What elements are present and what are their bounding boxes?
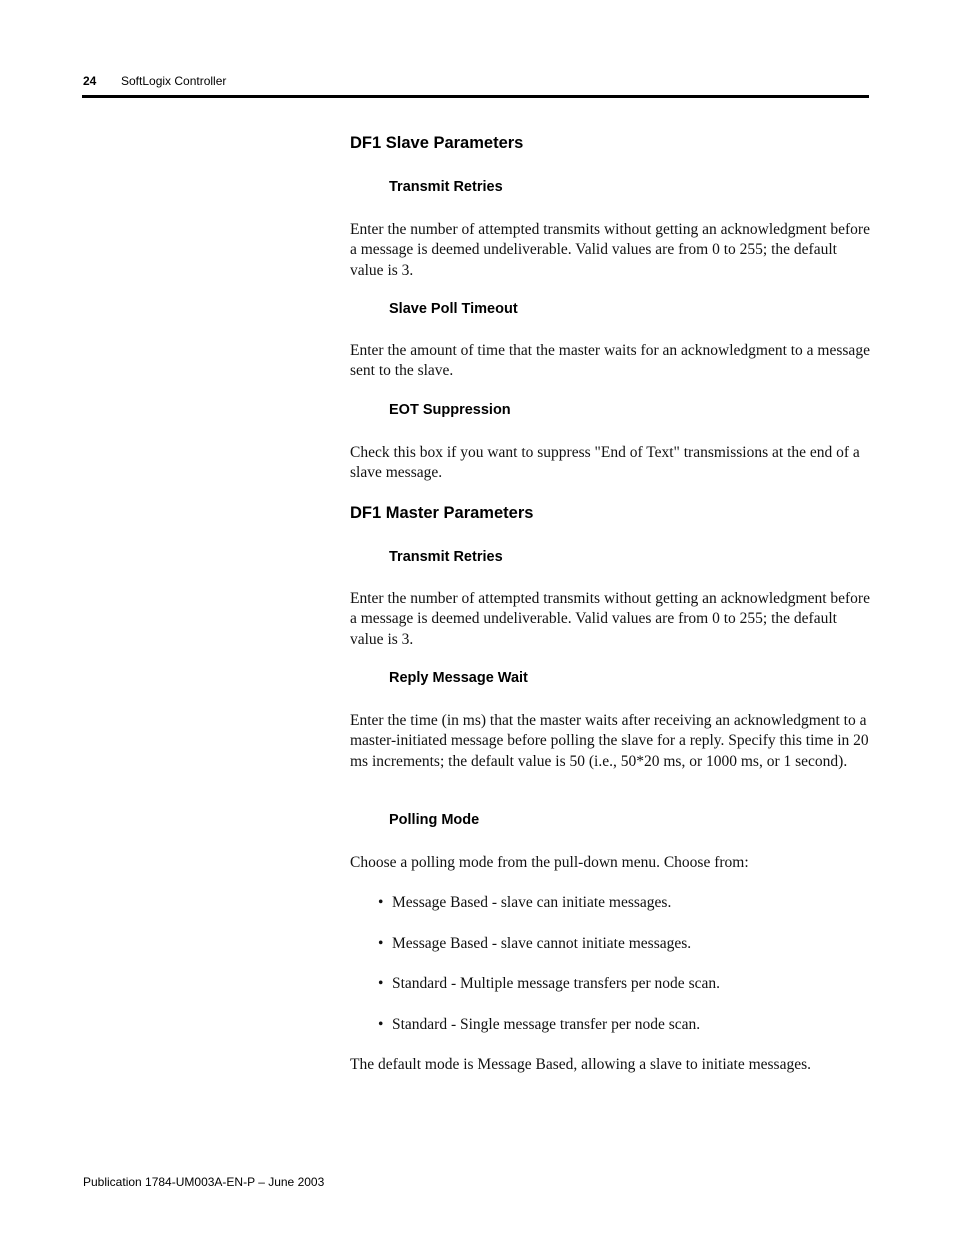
page-number: 24 <box>83 74 97 88</box>
polling-mode-title: Polling Mode <box>389 812 480 828</box>
reply-message-wait-body: Enter the time (in ms) that the master waits after receiving an acknowledgment to a master-initiated message before polling the slave for a reply. Specify this time in 20 ms increments; the default value is 50 (i.e., 50*20 ms, or 1000 ms, or 1 second). <box>350 712 869 770</box>
bullet-icon: • <box>378 975 384 992</box>
df1-slave-heading: DF1 Slave Parameters <box>350 134 524 152</box>
list-item: • Message Based - slave can initiate messages. <box>378 894 672 911</box>
running-title: SoftLogix Controller <box>121 74 227 88</box>
slave-poll-timeout-title: Slave Poll Timeout <box>389 301 518 317</box>
eot-suppression-body: Check this box if you want to suppress "End of Text" transmissions at the end of a slave message. <box>350 444 860 482</box>
polling-mode-closing: The default mode is Message Based, allowing a slave to initiate messages. <box>350 1056 812 1073</box>
slave-poll-timeout-body: Enter the amount of time that the master waits for an acknowledgment to a message sent to the slave. <box>350 342 870 380</box>
master-transmit-retries-title: Transmit Retries <box>389 549 503 565</box>
master-transmit-retries-body: Enter the number of attempted transmits without getting an acknowledgment before a message is deemed undeliverable. Valid values are from 0 to 255; the default value is 3. <box>350 590 870 648</box>
footer-publication: Publication 1784-UM003A-EN-P – June 2003 <box>83 1175 325 1189</box>
reply-message-wait-title: Reply Message Wait <box>389 670 528 686</box>
bullet-icon: • <box>378 894 384 911</box>
polling-mode-intro: Choose a polling mode from the pull-down menu. Choose from: <box>350 854 749 871</box>
slave-transmit-retries-title: Transmit Retries <box>389 179 503 195</box>
df1-master-heading: DF1 Master Parameters <box>350 504 534 522</box>
list-item: • Standard - Multiple message transfers per node scan. <box>378 975 720 992</box>
eot-suppression-title: EOT Suppression <box>389 402 511 418</box>
bullet-icon: • <box>378 935 384 952</box>
bullet-icon: • <box>378 1016 384 1033</box>
list-item: • Standard - Single message transfer per node scan. <box>378 1016 701 1033</box>
header-rule <box>82 95 869 98</box>
list-item: • Message Based - slave cannot initiate messages. <box>378 935 692 952</box>
slave-transmit-retries-body: Enter the number of attempted transmits without getting an acknowledgment before a message is deemed undeliverable. Valid values are from 0 to 255; the default value is 3. <box>350 221 870 279</box>
